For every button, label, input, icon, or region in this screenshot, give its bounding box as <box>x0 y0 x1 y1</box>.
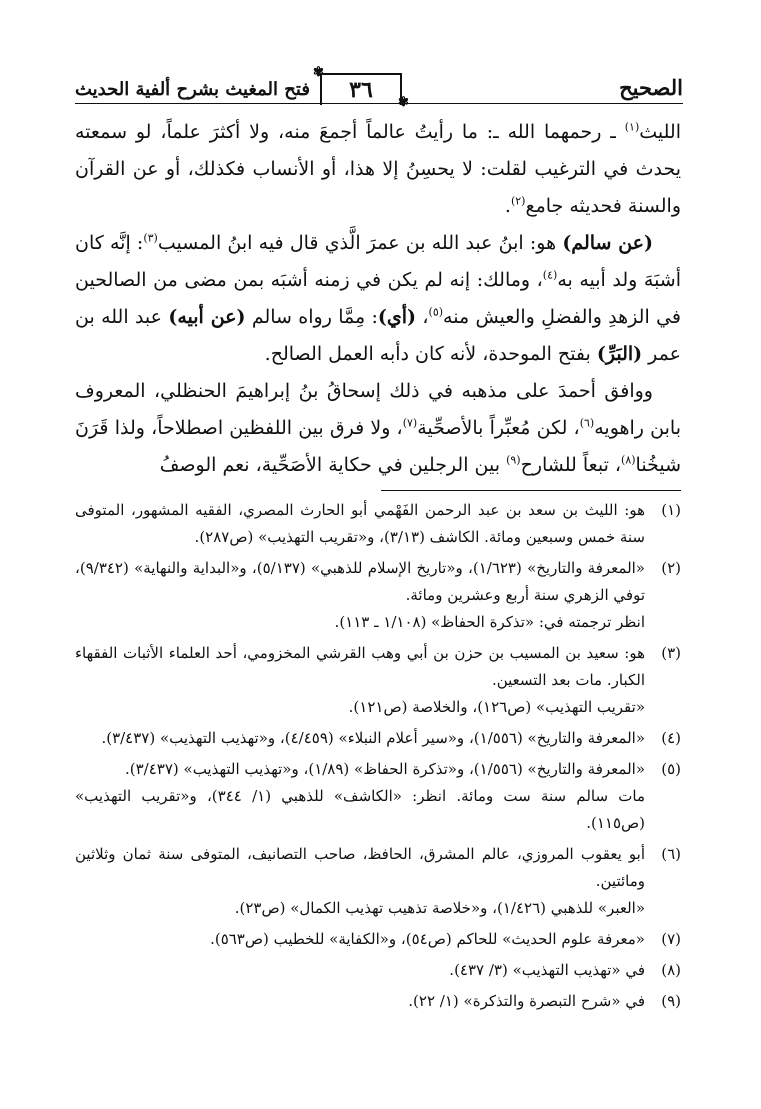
footnote-body <box>75 988 645 1015</box>
footnote-line: انظر ترجمته في: «تذكرة الحفاظ» (١/١٠٨ ـ ١١٣). <box>334 613 645 631</box>
footnote-ref: (٣) <box>143 231 158 245</box>
text-run: : مِمَّا رواه سالم <box>245 306 378 328</box>
text-run: بين الرجلين في حكاية الأصَحِّية، نعم الوصفُ <box>159 454 507 476</box>
footnote <box>75 988 681 1015</box>
running-header <box>75 62 683 104</box>
footnote-body <box>75 756 645 837</box>
footnote-line: مات سالم سنة ست ومائة. انظر: «الكاشف» للذهبي (١/ ٣٤٤)، و«تقريب التهذيب» (ص١١٥). <box>75 787 645 832</box>
footnote-number: (٩) <box>661 992 681 1010</box>
footnote-line: أبو يعقوب المروزي، عالم المشرق، الحافظ، صاحب التصانيف، المتوفى سنة ثمان وثلاثين ومائتين. <box>75 845 645 890</box>
footnote-number: (٦) <box>661 845 681 863</box>
footnote-body <box>75 926 645 953</box>
footnote-line: «المعرفة والتاريخ» (١/٥٥٦)، و«سير أعلام النبلاء» (٤/٤٥٩)، و«تهذيب التهذيب» (٣/٤٣٧). <box>101 729 645 747</box>
footnote-ref: (٥) <box>428 305 444 319</box>
footnote-line: «معرفة علوم الحديث» للحاكم (ص٥٤)، و«الكفاية» للخطيب (ص٥٦٣). <box>210 930 645 948</box>
footnote-ref: (٤) <box>542 268 558 282</box>
text-run: : إنَّه كان أشبَهَ ولد أبيه به <box>75 232 681 291</box>
paragraph-1 <box>75 114 681 225</box>
text-run: عبد الله بن عمر <box>75 306 681 365</box>
footnote-number: (٥) <box>661 760 681 778</box>
footnote-divider <box>381 490 681 491</box>
footnote <box>75 725 681 752</box>
footnote-number: (٢) <box>661 559 681 577</box>
text-run: ووافق أحمدَ على مذهبه في ذلك إسحاقُ بنُ إبراهيمَ الحنظلي، المعروف بابن راهويه <box>75 380 681 439</box>
footnote <box>75 555 681 636</box>
matn-term: (عن سالم) <box>562 232 653 254</box>
text-run: ، لكن مُعبِّراً بالأصحِّية <box>417 417 580 439</box>
footnote-ref: (٨) <box>621 453 636 467</box>
header-divider <box>75 103 683 104</box>
footnote-number: (٨) <box>661 961 681 979</box>
paragraph-2 <box>75 225 681 373</box>
footnote-line: «العبر» للذهبي (١/٤٢٦)، و«خلاصة تذهيب تهذيب الكمال» (ص٢٣). <box>234 899 645 917</box>
footnote-number: (٤) <box>661 729 681 747</box>
footnote-body <box>75 640 645 721</box>
footnote-ref: (٦) <box>579 416 595 430</box>
footnote-number: (٣) <box>661 644 681 662</box>
footnote-body <box>75 957 645 984</box>
main-text <box>75 114 681 484</box>
matn-term: (عن أبيه) <box>168 306 246 328</box>
text-run: . <box>504 195 511 217</box>
footnote-line: «المعرفة والتاريخ» (١/٦٢٣)، و«تاريخ الإسلام للذهبي» (٥/١٣٧)، و«البداية والنهاية» (٩/٣٤٢)، توفي الزهري سنة أربع وعشرين ومائة. <box>75 559 645 604</box>
matn-term: (البَرِّ) <box>596 343 643 365</box>
footnote-number: (٧) <box>661 930 681 948</box>
header-left-group <box>75 73 402 104</box>
footnote-body <box>75 497 645 551</box>
footnote-ref: (٢) <box>510 194 526 208</box>
footnote <box>75 497 681 551</box>
footnote <box>75 756 681 837</box>
footnote-line: «المعرفة والتاريخ» (١/٥٥٦)، و«تذكرة الحفاظ» (١/٨٩)، و«تهذيب التهذيب» (٣/٤٣٧). <box>125 760 645 778</box>
footnote-body <box>75 841 645 922</box>
footnote-ref: (١) <box>624 120 640 134</box>
footnote-body <box>75 725 645 752</box>
text-run: هو: ابنُ عبد الله بن عمرَ الَّذي قال فيه ابنُ المسيب <box>157 232 563 254</box>
footnote-body <box>75 555 645 636</box>
footnote-line: هو: الليث بن سعد بن عبد الرحمن الفَهْمي أبو الحارث المصري، الفقيه المشهور، المتوفى سنة خمس وسبعين ومائة. الكاشف (٣/١٣)، و«تقريب التهذيب» (ص٢٨٧). <box>75 501 645 546</box>
matn-term: (أي) <box>377 306 417 328</box>
text-run: ، تبعاً للشارح <box>520 454 622 476</box>
text-run: ، ومالك: إنه لم يكن في زمنه أشبَه بمن مضى من الصالحين في الزهدِ والفضلِ والعيش منه <box>75 269 681 328</box>
footnote-number: (١) <box>661 501 681 519</box>
footnote <box>75 841 681 922</box>
footnote-ref: (٩) <box>506 453 521 467</box>
text-run: الليث <box>639 121 681 143</box>
footnote-ref: (٧) <box>402 416 418 430</box>
text-run: ، <box>416 306 429 328</box>
text-run: ، ولا فرق بين اللفظين اصطلاحاً، ولذا قَرَنَ شيخُنا <box>75 417 681 476</box>
footnote <box>75 640 681 721</box>
footnotes <box>75 497 681 1019</box>
footnote-line: «تقريب التهذيب» (ص١٢٦)، والخلاصة (ص١٢١). <box>348 698 645 716</box>
footnote-line: هو: سعيد بن المسيب بن حزن بن أبي وهب القرشي المخزومي، أحد العلماء الأثبات الفقهاء الكبار. مات بعد التسعين. <box>75 644 645 689</box>
footnote-line: في «تهذيب التهذيب» (٣/ ٤٣٧). <box>449 961 645 979</box>
text-run: ـ رحمهما الله ـ: ما رأيتُ عالماً أجمعَ منه، ولا أكثرَ علماً، لو سمعته يحدث في الترغيب لقلت: لا يحسِنُ إلا هذا، أو الأنساب فكذلك، أو عن القرآن والسنة فحديثه جامع <box>75 121 681 217</box>
footnote <box>75 957 681 984</box>
book-title: فتح المغيث بشرح ألفية الحديث <box>75 79 310 100</box>
paragraph-3 <box>75 373 681 484</box>
section-title: الصحيح <box>619 75 683 100</box>
text-run: بفتح الموحدة، لأنه كان دأبه العمل الصالح. <box>264 343 597 365</box>
footnote-line: في «شرح التبصرة والتذكرة» (١/ ٢٢). <box>408 992 645 1010</box>
page-number: ✾ ٣٦ ✾ <box>320 73 402 105</box>
footnote <box>75 926 681 953</box>
